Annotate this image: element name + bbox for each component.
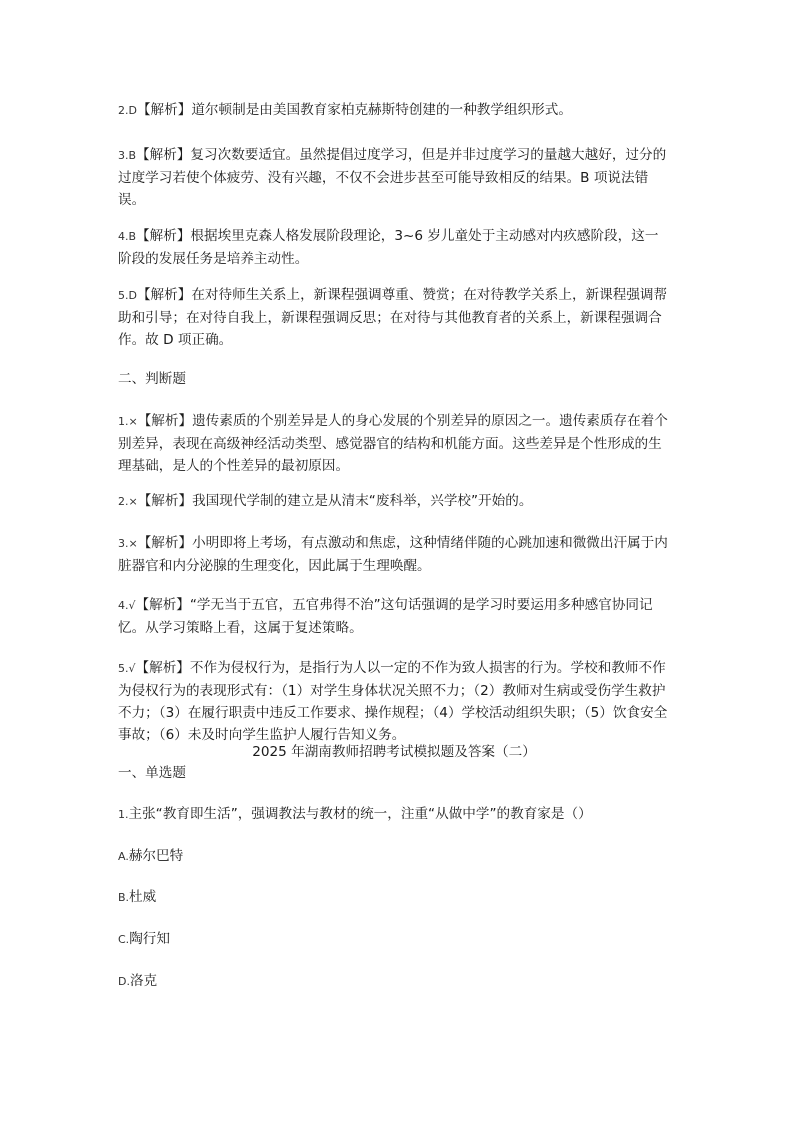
option-c: C.陶行知 <box>118 931 170 947</box>
paper-title: 2025 年湖南教师招聘考试模拟题及答案（二） <box>252 744 536 760</box>
tf-answer-4: 4.√【解析】“学无当于五官，五官弗得不治”这句话强调的是学习时要运用多种感官协同记忆。从学习策略上看，这属于复述策略。 <box>118 597 653 636</box>
tf-answer-5: 5.√【解析】不作为侵权行为，是指行为人以一定的不作为致人损害的行为。学校和教师不作为侵权行为的表现形式有：（1）对学生身体状况关照不力；（2）教师对生病或受伤学生救护不力；（3）在履行职责中违反工作要求、操作规程；（4）学校活动组织失职；（5）饮食安全事故；（6）未及时向学生监护人履行告知义务。 <box>118 660 668 743</box>
tf-answer-2: 2.×【解析】我国现代学制的建立是从清末“废科举，兴学校”开始的。 <box>118 493 533 509</box>
option-a: A.赫尔巴特 <box>118 848 184 864</box>
tf-answer-3: 3.×【解析】小明即将上考场，有点激动和焦虑，这种情绪伴随的心跳加速和微微出汗属于内脏器官和内分泌腺的生理变化，因此属于生理唤醒。 <box>118 535 668 574</box>
option-b: B.杜威 <box>118 889 157 905</box>
section-heading-single-choice: 一、单选题 <box>118 765 186 781</box>
answer-3-b: 3.B【解析】复习次数要适宜。虽然提倡过度学习，但是并非过度学习的量越大越好，过分的过度学习若使个体疲劳、没有兴趣，不仅不会进步甚至可能导致相反的结果。B 项说法错误。 <box>118 147 667 208</box>
answer-2-d: 2.D【解析】道尔顿制是由美国教育家柏克赫斯特创建的一种教学组织形式。 <box>118 102 572 118</box>
tf-answer-1: 1.×【解析】遗传素质的个别差异是人的身心发展的个别差异的原因之一。遗传素质存在着个别差异，表现在高级神经活动类型、感觉器官的结构和机能方面。这些差异是个性形成的生理基础，是人的个性差异的最初原因。 <box>118 413 668 474</box>
question-1: 1.主张“教育即生活”，强调教法与教材的统一，注重“从做中学”的教育家是（） <box>118 806 592 822</box>
answer-4-b: 4.B【解析】根据埃里克森人格发展阶段理论，3~6 岁儿童处于主动感对内疚感阶段，这一阶段的发展任务是培养主动性。 <box>118 228 659 267</box>
answer-5-d: 5.D【解析】在对待师生关系上，新课程强调尊重、赞赏；在对待教学关系上，新课程强调帮助和引导；在对待自我上，新课程强调反思；在对待与其他教育者的关系上，新课程强调合作。故 D 项正确。 <box>118 287 668 348</box>
option-d: D.洛克 <box>118 973 158 989</box>
section-heading-true-false: 二、判断题 <box>118 371 186 387</box>
